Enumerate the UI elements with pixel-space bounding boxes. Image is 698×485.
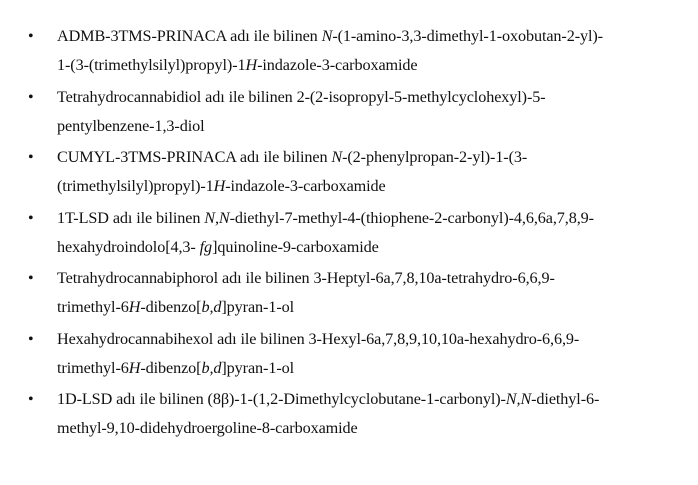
document-page [0,22,698,446]
bullet-icon: • [28,270,34,287]
italic-text-run: H [213,177,226,195]
italic-text-run: b,d [201,298,222,316]
bullet-icon: • [28,391,34,408]
text-run: Hexahydrocannabihexol adı ile bilinen 3-Hexyl-6a,7,8,9,10,10a-hexahydro-6,6,9- [57,329,580,348]
item-line-2 [57,112,678,141]
bullet-icon: • [28,149,34,166]
item-line-1 [57,385,678,414]
text-run: -diethyl-6- [531,390,600,408]
text-run: pentylbenzene-1,3-diol [57,116,205,135]
item-line-2 [57,51,678,80]
text-run: trimethyl-6 [57,358,129,377]
italic-text-run: H [245,56,258,74]
italic-text-run: N,N [204,208,230,227]
text-run: -indazole-3-carboxamide [257,56,418,74]
item-line-1 [57,325,678,354]
item-line-1 [57,143,678,172]
text-run: hexahydroindolo[4,3- [57,237,200,256]
text-run: 1-(3-(trimethylsilyl)propyl)-1 [57,56,246,74]
italic-text-run: b,d [201,358,222,377]
text-run: ]pyran-1-ol [221,298,295,316]
list-item [0,22,698,83]
italic-text-run: fg [199,237,213,256]
item-line-1 [57,83,678,112]
text-run: 1D-LSD adı ile bilinen (8β)-1-(1,2-Dimethylcyclobutane-1-carbonyl)- [57,390,506,408]
italic-text-run: H [128,358,141,377]
text-run: -(2-phenylpropan-2-yl)-1-(3- [342,148,528,166]
list-item [0,143,698,204]
text-run: ADMB-3TMS-PRINACA adı ile bilinen [57,27,322,45]
text-run: ]quinoline-9-carboxamide [212,237,379,256]
bullet-icon: • [28,28,34,45]
list-item [0,325,698,386]
text-run: Tetrahydrocannabidiol adı ile bilinen 2-(2-isopropyl-5-methylcyclohexyl)-5- [57,87,546,106]
bullet-icon: • [28,209,34,227]
text-run: methyl-9,10-didehydroergoline-8-carboxamide [57,419,358,437]
item-line-2 [57,293,678,322]
item-line-2 [57,414,678,443]
text-run: -dibenzo[ [140,358,202,377]
text-run: 1T-LSD adı ile bilinen [57,208,205,227]
italic-text-run: N [321,27,333,45]
list-item [0,264,698,325]
text-run: trimethyl-6 [57,298,129,316]
item-line-1 [57,264,678,293]
bullet-icon: • [28,88,34,106]
list-item [0,385,698,446]
item-line-2 [57,354,678,383]
italic-text-run: N,N [505,390,532,408]
text-run: -dibenzo[ [140,298,202,316]
text-run: CUMYL-3TMS-PRINACA adı ile bilinen [57,148,332,166]
text-run: Tetrahydrocannabiphorol adı ile bilinen 3-Heptyl-6a,7,8,10a-tetrahydro-6,6,9- [57,269,555,287]
item-line-2 [57,172,678,201]
bullet-icon: • [28,330,34,348]
text-run: -(1-amino-3,3-dimethyl-1-oxobutan-2-yl)- [332,27,603,45]
item-line-1 [57,22,678,51]
list-item [0,204,698,265]
text-run: -diethyl-7-methyl-4-(thiophene-2-carbonyl)-4,6,6a,7,8,9- [229,208,594,227]
text-run: ]pyran-1-ol [221,358,295,377]
list-item [0,83,698,144]
item-line-1 [57,204,678,233]
text-run: (trimethylsilyl)propyl)-1 [57,177,214,195]
item-line-2 [57,233,678,262]
text-run: -indazole-3-carboxamide [225,177,386,195]
substance-list [0,22,698,446]
italic-text-run: N [331,148,343,166]
italic-text-run: H [128,298,141,316]
